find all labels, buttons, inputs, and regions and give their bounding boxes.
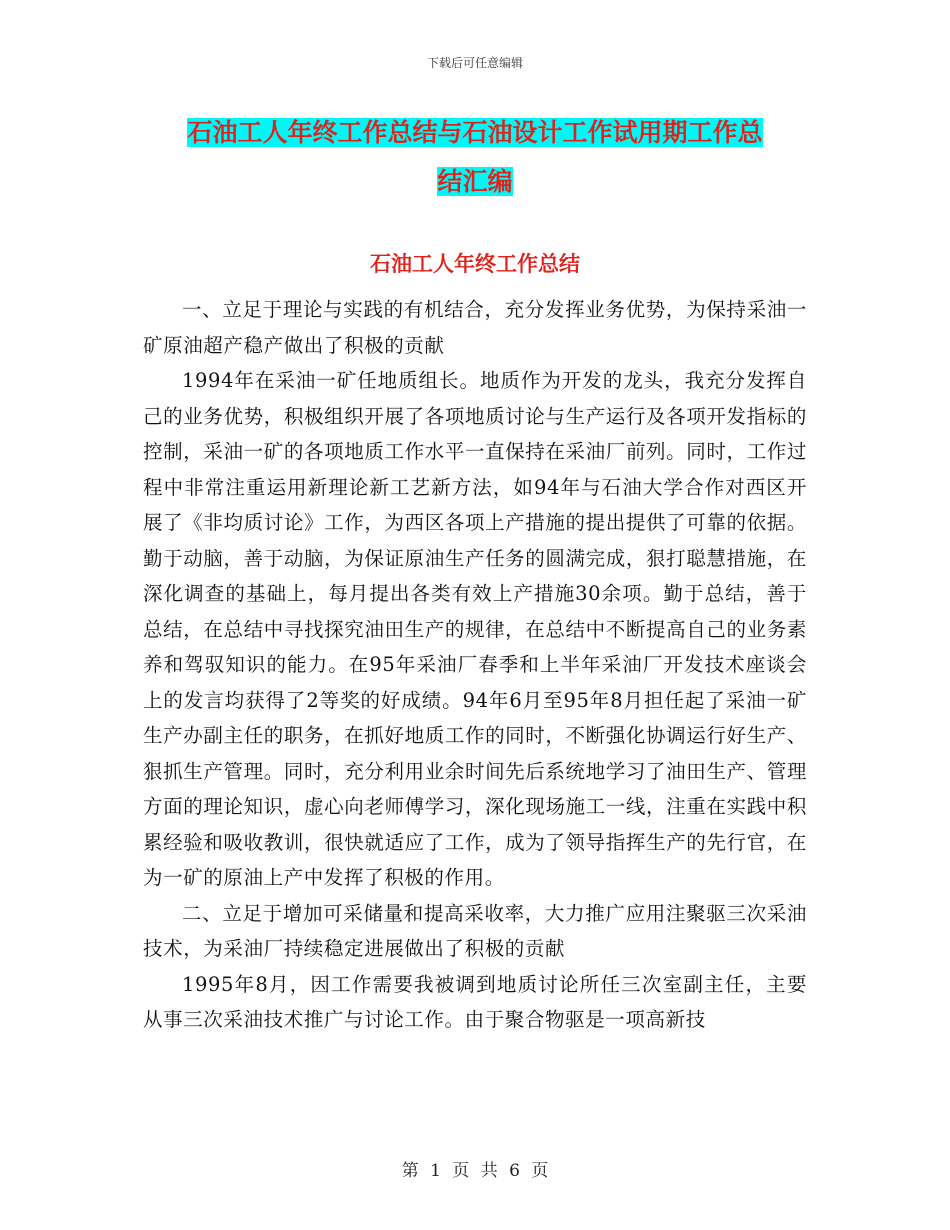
paragraph-body-1: 1994年在采油一矿任地质组长。地质作为开发的龙头，我充分发挥自己的业务优势，积极组织开展了各项地质讨论与生产运行及各项开发指标的控制，采油一矿的各项地质工作水平一直保持在采油厂前列。同时，工作过程中非常注重运用新理论新工艺新方法，如94年与石油大学合作对西区开展了《非均质讨论》工作，为西区各项上产措施的提出提供了可靠的依据。勤于动脑，善于动脑，为保证原油生产任务的圆满完成，狠打聪慧措施，在深化调查的基础上，每月提出各类有效上产措施30余项。勤于总结，善于总结，在总结中寻找探究油田生产的规律，在总结中不断提高自己的业务素养和驾驭知识的能力。在95年采油厂春季和上半年采油厂开发技术座谈会上的发言均获得了2等奖的好成绩。94年6月至95年8月担任起了采油一矿生产办副主任的职务，在抓好地质工作的同时，不断强化协调运行好生产、狠抓生产管理。同时，充分利用业余时间先后系统地学习了油田生产、管理方面的理论知识，虚心向老师傅学习，深化现场施工一线，注重在实践中积累经验和吸收教训，很快就适应了工作，成为了领导指挥生产的先行官，在为一矿的原油上产中发挥了积极的作用。 [143, 369, 807, 889]
page-number: 第 1 页 共 6 页 [401, 1161, 549, 1181]
document-title [150, 108, 800, 206]
paragraph-heading-2: 二、立足于增加可采储量和提高采收率，大力推广应用注聚驱三次采油技术，为采油厂持续稳定进展做出了积极的贡献 [143, 901, 807, 960]
document-title-line-2: 结汇编 [437, 167, 513, 196]
paragraph-body-2: 1995年8月，因工作需要我被调到地质讨论所任三次室副主任，主要从事三次采油技术推广与讨论工作。由于聚合物驱是一项高新技 [143, 972, 807, 1031]
document-title-line-1: 石油工人年终工作总结与石油设计工作试用期工作总 [187, 118, 763, 147]
document-body [143, 292, 807, 1038]
paragraph-heading-1: 一、立足于理论与实践的有机结合，充分发挥业务优势，为保持采油一矿原油超产稳产做出了积极的贡献 [143, 298, 807, 357]
page-header-note: 下载后可任意编辑 [426, 56, 523, 70]
section-title: 石油工人年终工作总结 [370, 252, 580, 276]
